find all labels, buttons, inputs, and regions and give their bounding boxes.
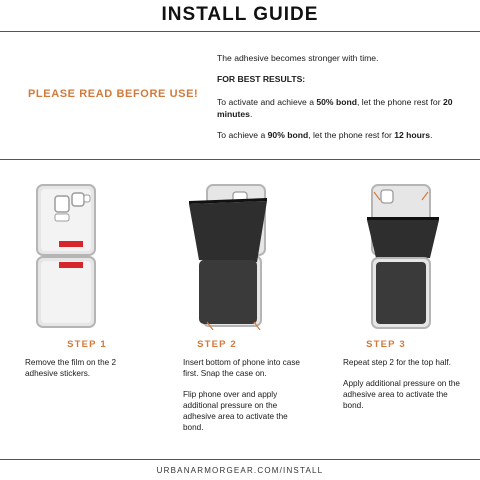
notice-label: PLEASE READ BEFORE USE! [28,88,199,100]
step-1-illustration [25,180,135,330]
step-1-text: Remove the film on the 2 adhesive stickers. [25,358,117,378]
adhesive-note: The adhesive becomes stronger with time. [217,53,379,63]
page-title: INSTALL GUIDE [161,4,319,25]
bond-90-instruction: To achieve a 90% bond, let the phone rest for 12 hours. [217,130,433,140]
bond-50-instruction: To activate and achieve a 50% bond, let the phone rest for 20 minutes. [217,97,453,119]
step-2-text: Insert bottom of phone into case first. Snap the case on. Flip phone over and apply additional pressure on the adhesive area to activate the bond. [183,358,300,432]
step-3-title: STEP 3 [366,339,406,350]
step-3-text: Repeat step 2 for the top half. Apply additional pressure on the adhesive area to activate the bond. [343,358,460,410]
best-results-panel [217,52,467,150]
step-2-illustration [169,180,279,330]
top-divider [0,31,480,32]
step-1-title: STEP 1 [67,339,107,350]
middle-divider [0,159,480,160]
best-results-label: FOR BEST RESULTS: [217,74,306,84]
footer-url[interactable]: URBANARMORGEAR.COM/INSTALL [156,466,324,475]
bottom-divider [0,459,480,460]
step-2-title: STEP 2 [197,339,237,350]
step-3-illustration [330,180,440,330]
